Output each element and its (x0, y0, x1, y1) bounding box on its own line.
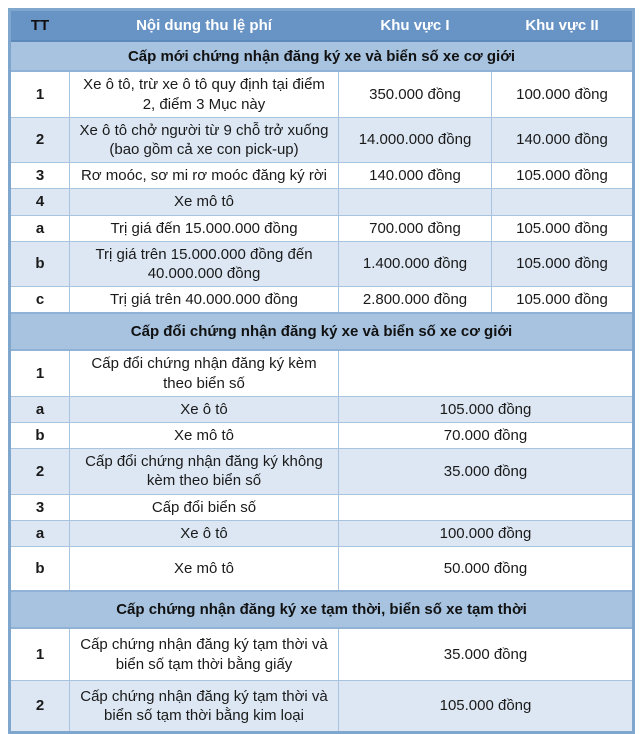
tt-cell: a (10, 215, 70, 241)
content-cell: Xe ô tô (70, 396, 339, 422)
fee-table (8, 8, 635, 734)
section-1-title: Cấp mới chứng nhận đăng ký xe và biển số xe cơ giới (10, 41, 634, 71)
content-cell: Xe mô tô (70, 189, 339, 215)
tt-cell: 2 (10, 680, 70, 732)
tt-cell: c (10, 287, 70, 314)
content-cell: Xe ô tô, trừ xe ô tô quy định tại điểm 2, điểm 3 Mục này (70, 71, 339, 117)
fee-kv2-cell: 105.000 đồng (492, 287, 634, 314)
fee-merged-cell: 105.000 đồng (339, 396, 634, 422)
section-3-title-row (10, 591, 634, 628)
section-1-title-row (10, 41, 634, 71)
header-cell-tt: TT (10, 10, 70, 42)
content-cell: Xe ô tô chở người từ 9 chỗ trở xuống (bao gồm cả xe con pick-up) (70, 117, 339, 162)
tt-cell: 3 (10, 163, 70, 189)
table-row (10, 423, 634, 449)
fee-kv1-cell (339, 189, 492, 215)
tt-cell: 3 (10, 494, 70, 520)
fee-merged-cell: 100.000 đồng (339, 520, 634, 546)
fee-merged-cell: 35.000 đồng (339, 628, 634, 680)
tt-cell: a (10, 396, 70, 422)
table-row (10, 628, 634, 680)
tt-cell: 1 (10, 350, 70, 396)
fee-kv2-cell (492, 189, 634, 215)
header-cell-kv2: Khu vực II (492, 10, 634, 42)
tt-cell: b (10, 423, 70, 449)
content-cell: Trị giá trên 15.000.000 đồng đến 40.000.000 đồng (70, 241, 339, 286)
table-row (10, 189, 634, 215)
fee-merged-cell: 50.000 đồng (339, 546, 634, 591)
fee-merged-cell: 70.000 đồng (339, 423, 634, 449)
header-row (10, 10, 634, 42)
tt-cell: b (10, 546, 70, 591)
table-row (10, 241, 634, 286)
content-cell: Xe mô tô (70, 423, 339, 449)
content-cell: Trị giá đến 15.000.000 đồng (70, 215, 339, 241)
content-cell: Cấp đổi chứng nhận đăng ký kèm theo biển số (70, 350, 339, 396)
fee-kv1-cell: 350.000 đồng (339, 71, 492, 117)
fee-kv2-cell: 105.000 đồng (492, 163, 634, 189)
fee-kv2-cell: 100.000 đồng (492, 71, 634, 117)
header-cell-kv1: Khu vực I (339, 10, 492, 42)
table-row (10, 680, 634, 732)
table-row (10, 215, 634, 241)
table-row (10, 287, 634, 314)
fee-kv2-cell: 105.000 đồng (492, 215, 634, 241)
tt-cell: a (10, 520, 70, 546)
table-row (10, 71, 634, 117)
fee-merged-cell (339, 494, 634, 520)
fee-merged-cell: 35.000 đồng (339, 449, 634, 494)
content-cell: Cấp chứng nhận đăng ký tạm thời và biển số tạm thời bằng kim loại (70, 680, 339, 732)
fee-kv1-cell: 700.000 đồng (339, 215, 492, 241)
section-2-title-row (10, 313, 634, 350)
content-cell: Trị giá trên 40.000.000 đồng (70, 287, 339, 314)
content-cell: Rơ moóc, sơ mi rơ moóc đăng ký rời (70, 163, 339, 189)
fee-kv1-cell: 1.400.000 đồng (339, 241, 492, 286)
content-cell: Xe mô tô (70, 546, 339, 591)
content-cell: Xe ô tô (70, 520, 339, 546)
tt-cell: 2 (10, 449, 70, 494)
section-3-title: Cấp chứng nhận đăng ký xe tạm thời, biển số xe tạm thời (10, 591, 634, 628)
content-cell: Cấp đổi biển số (70, 494, 339, 520)
table-row (10, 117, 634, 162)
table-row (10, 546, 634, 591)
fee-kv1-cell: 140.000 đồng (339, 163, 492, 189)
table-row (10, 494, 634, 520)
tt-cell: 1 (10, 628, 70, 680)
table-row (10, 449, 634, 494)
section-2-title: Cấp đổi chứng nhận đăng ký xe và biển số xe cơ giới (10, 313, 634, 350)
fee-kv1-cell: 14.000.000 đồng (339, 117, 492, 162)
fee-merged-cell (339, 350, 634, 396)
table-row (10, 520, 634, 546)
header-cell-content: Nội dung thu lệ phí (70, 10, 339, 42)
content-cell: Cấp đổi chứng nhận đăng ký không kèm theo biển số (70, 449, 339, 494)
table-row (10, 163, 634, 189)
tt-cell: b (10, 241, 70, 286)
fee-kv1-cell: 2.800.000 đồng (339, 287, 492, 314)
tt-cell: 1 (10, 71, 70, 117)
table-row (10, 396, 634, 422)
tt-cell: 4 (10, 189, 70, 215)
content-cell: Cấp chứng nhận đăng ký tạm thời và biển số tạm thời bằng giấy (70, 628, 339, 680)
tt-cell: 2 (10, 117, 70, 162)
fee-kv2-cell: 105.000 đồng (492, 241, 634, 286)
table-row (10, 350, 634, 396)
fee-kv2-cell: 140.000 đồng (492, 117, 634, 162)
fee-merged-cell: 105.000 đồng (339, 680, 634, 732)
